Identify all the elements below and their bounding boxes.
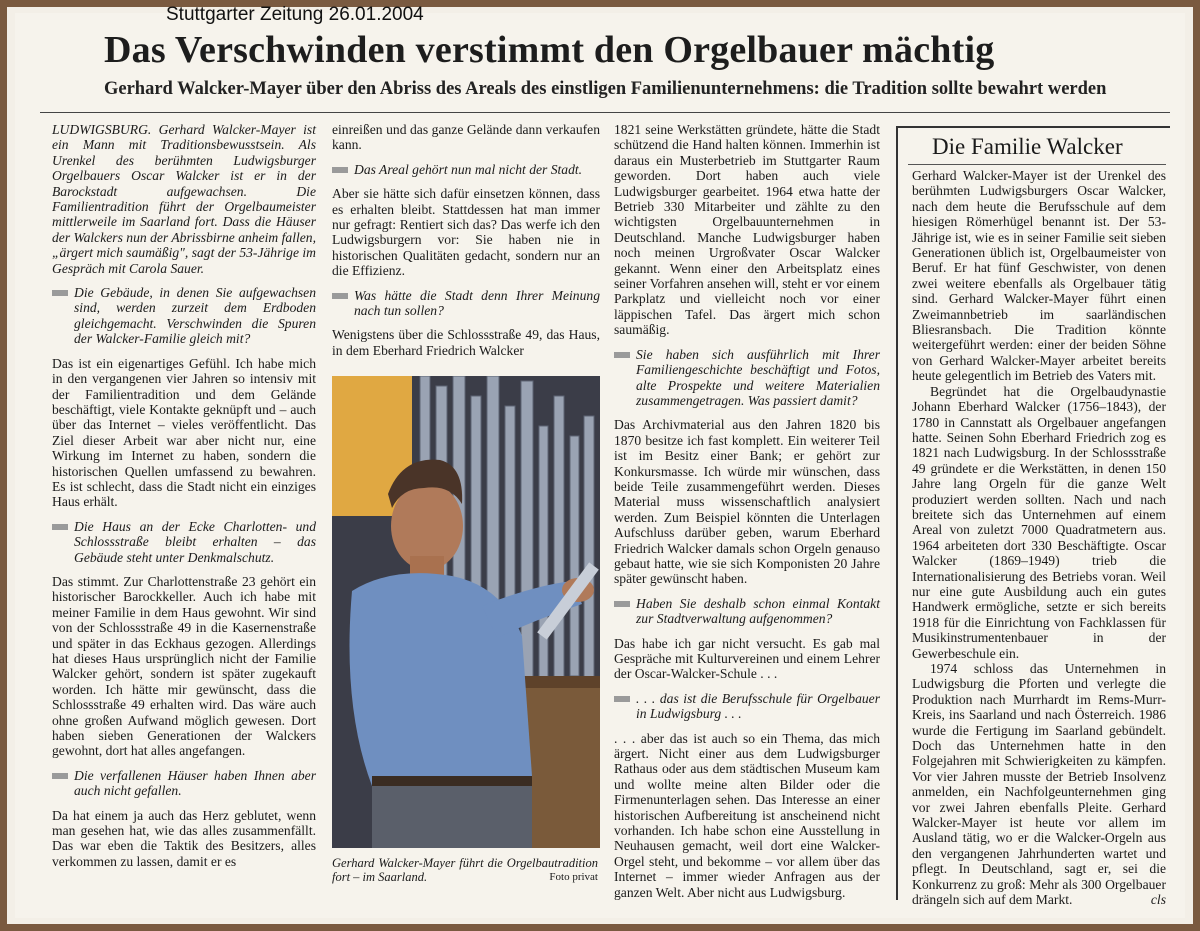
interview-answer: Wenigstens über die Schlossstraße 49, das Haus, in dem Eberhard Friedrich Walcker bbox=[332, 327, 600, 358]
sidebar-paragraph-text: 1974 schloss das Unternehmen in Ludwigsburg die Pforten und verlegte die Produktion nach Murrhardt im Rems-Murr-Kreis, ins Saarland und nach Österreich. 1986 wurde die Fertigung im Saarland gebündelt. Doch das Unternehmen hatte in den Folgejahren mit Schwierigkeiten zu kämpfen. Vor vier Jahren musste der Betrieb Insolvenz anmelden, ein Nachfolgeunternehmen ging vor zwei Jahren ebenfalls Pleite. Gerhard Walcker-Mayer ist heute vor allem im Ausland tätig, wo er die Walcker-Orgeln aus den vergangenen Jahrhunderten wartet und pflegt. In Deutschland, sagt er, sei die Konkurrenz zu groß: Mehr als 300 Orgelbauer drängeln sich auf dem Markt. bbox=[912, 661, 1166, 908]
article-column-1 bbox=[52, 122, 316, 878]
interview-question: Die Haus an der Ecke Charlotten- und Schlossstraße bleibt erhalten – das Gebäude steht unter Denkmalschutz. bbox=[52, 519, 316, 565]
organ-builder-photo bbox=[332, 376, 600, 848]
interview-question: Die Gebäude, in denen Sie aufgewachsen sind, werden zurzeit dem Erdboden gleichgemacht. Verschwinden die Spuren der Walcker-Familie gleich mit? bbox=[52, 285, 316, 347]
interview-answer: Das Archivmaterial aus den Jahren 1820 bis 1870 besitze ich fast komplett. Ein weiterer Teil ist im Besitz einer Bank; er gehört zur Konkursmasse. Ich würde mir wünschen, dass beide Teile zusammengeführt werden. Dieses Material muss wissenschaftlich analysiert werden. Zum Beispiel könnten die Unterlagen Aufschluss darüber geben, warum Eberhard Friedrich Walcker damals schon Orgeln genauso gebaut hatte, wie sie sich Komponisten 20 Jahre später gewünscht haben. bbox=[614, 417, 880, 587]
sidebar-paragraph: Gerhard Walcker-Mayer ist der Urenkel des berühmten Ludwigsburgers Oscar Walcker, nach dem heute die Berufsschule auf dem hiesigen Römerhügel benannt ist. Der 53-Jährige ist, wie es in seiner Familie seit sieben Generationen üblich ist, Orgelbaumeister von Beruf. Er hat fünf Geschwister, von denen zwei weitere ebenfalls als Orgelbauer tätig sind. Gerhard Walcker-Mayer führt einen Zweimannbetrieb im saarländischen Bliesransbach. Die Tradition könnte weitergeführt werden: einer der beiden Söhne von Gerhard Walcker-Mayer arbeitet bereits heute gelegentlich im Betrieb des Vaters mit. bbox=[912, 168, 1166, 384]
photo-credit: Foto privat bbox=[549, 871, 598, 883]
interview-question: Sie haben sich ausführlich mit Ihrer Familiengeschichte beschäftigt und Fotos, alte Prospekte und weitere Materialien zusammengetragen. Was passiert damit? bbox=[614, 347, 880, 409]
sidebar-paragraph: Begründet hat die Orgelbaudynastie Johann Eberhard Walcker (1756–1843), der 1780 in Cannstatt als Orgelbauer angefangen hatte. Seinen Sohn Eberhard Friedrich zog es 1821 nach Ludwigsburg. In der Schlossstraße 49 gründete er die Werkstätten, in denen 150 Jahre lang Orgeln für die ganze Welt produziert werden sollten. Nach und nach breitete sich das Unternehmen auf einem Areal von zuletzt 7000 Quadratmetern aus. 1964 arbeiteten dort 330 Beschäftigte. Oscar Walcker (1869–1949) trieb die Internationalisierung des Betriebs voran. Weil nur eine gute Ausbildung auch ein gutes Handwerk ermögliche, setzte er sich bereits 1918 für die Einrichtung von Fachklassen für Musikinstrumentenbauer in der Gewerbeschule ein. bbox=[912, 383, 1166, 661]
interview-answer: Das stimmt. Zur Charlottenstraße 23 gehört ein historischer Barockkeller. Auch ich habe mit meiner Familie in dem Haus gewohnt. Wir sind von der Schlossstraße 49 in die Kasernenstraße und später in das Eckhaus gezogen. Allerdings hat dieses Haus ursprünglich nicht der Familie Walcker gehört, sondern ist später zugekauft worden. Ich hätte mir gewünscht, dass die Schlossstraße 49 erhalten wird. Das wäre auch ohne großen Aufwand möglich gewesen. Dort haben sieben Generationen der Walckers gewohnt, dort hat alles angefangen. bbox=[52, 573, 316, 759]
interview-answer: einreißen und das ganze Gelände dann verkaufen kann. bbox=[332, 122, 600, 153]
headline: Das Verschwinden verstimmt den Orgelbauer mächtig bbox=[104, 29, 995, 71]
sidebar-body bbox=[912, 168, 1166, 908]
sidebar-title: Die Familie Walcker bbox=[932, 134, 1123, 159]
interview-question: Das Areal gehört nun mal nicht der Stadt. bbox=[332, 162, 600, 177]
header-rule bbox=[40, 112, 1170, 113]
subheadline: Gerhard Walcker-Mayer über den Abriss des Areals des einstligen Familienunternehmens: die Tradition sollte bewahrt werden bbox=[104, 79, 1107, 99]
interview-answer: . . . aber das ist auch so ein Thema, das mich ärgert. Nicht einer aus dem Ludwigsburger Rathaus oder aus dem städtischen Museum kam und wollte meine alten Bilder oder die Firmenunterlagen sehen. Das Interesse an einer historischen Aufbereitung ist anscheinend nicht vorhanden. Ich habe schon eine Ausstellung in Neuhausen gemacht, weil dort eine Walcker-Orgel steht, und bekomme – vor allem über das Internet – immer wieder Anfragen aus der ganzen Welt. Aber nicht aus Ludwigsburg. bbox=[614, 730, 880, 900]
photo-caption bbox=[332, 856, 598, 884]
article-column-2 bbox=[332, 122, 600, 367]
interview-question: Was hätte die Stadt denn Ihrer Meinung nach tun sollen? bbox=[332, 288, 600, 319]
interview-answer: Das habe ich gar nicht versucht. Es gab mal Gespräche mit Kulturvereinen und einem Lehrer der Oscar-Walcker-Schule . . . bbox=[614, 635, 880, 682]
interview-answer: 1821 seine Werkstätten gründete, hätte die Stadt schützend die Hand halten können. Immerhin ist daraus ein Musterbetrieb im Stuttgarter Raum geworden. Dort haben auch viele Ludwigsburger gearbeitet. 1964 etwa hatte der Betrieb 330 Mitarbeiter und zählte zu den wichtigsten Orgelbauunternehmen in Deutschland. Manche Ludwigsburger haben noch meinen Urgroßvater Oscar Walcker gekannt. Wenn einer den Arbeitsplatz eines seiner Vorfahren ansehen will, steht er vor einem Parkplatz und vielleicht noch vor einer läppischen Tafel. Das ärgert mich schon saumäßig. bbox=[614, 122, 880, 338]
interview-answer: Aber sie hätte sich dafür einsetzen können, dass es erhalten bleibt. Stattdessen hat man immer nur gefragt: Rentiert sich das? Das werfe ich den Ludwigsburgern vor: Sie haben nie in historischen Qualitäten gedacht, sondern nur an die Effizienz. bbox=[332, 186, 600, 279]
interview-answer: Da hat einem ja auch das Herz geblutet, wenn man gesehen hat, wie das alles zusammenfällt. Das war eben die Taktik des Besitzers, alles verkommen zu lassen, damit er es bbox=[52, 807, 316, 869]
article-column-3 bbox=[614, 122, 880, 909]
sidebar-box bbox=[896, 126, 1170, 908]
author-signature: cls bbox=[1150, 892, 1166, 908]
sidebar-rule bbox=[908, 164, 1166, 165]
sidebar-paragraph bbox=[912, 661, 1166, 908]
interview-question: Die verfallenen Häuser haben Ihnen aber auch nicht gefallen. bbox=[52, 768, 316, 799]
interview-answer: Das ist ein eigenartiges Gefühl. Ich habe mich in den vergangenen vier Jahren so intensiv mit der Familientradition und dem Gelände beschäftigt, viele Kontakte geknüpft und – auch über das Internet – vieles veröffentlicht. Das Ziel dieser Arbeit war aber nicht nur, eine Wirkung im Internet zu haben, sondern die historischen Quellen umfassend zu bewahren. Es ist schlecht, dass die Stadt nicht ein einziges Haus erhält. bbox=[52, 355, 316, 510]
caption-text: Gerhard Walcker-Mayer führt die Orgelbautradition fort – im Saarland. bbox=[332, 856, 598, 884]
interview-question: Haben Sie deshalb schon einmal Kontakt zur Stadtverwaltung aufgenommen? bbox=[614, 596, 880, 627]
source-line: Stuttgarter Zeitung 26.01.2004 bbox=[166, 4, 424, 25]
interview-question: . . . das ist die Berufsschule für Orgelbauer in Ludwigsburg . . . bbox=[614, 691, 880, 722]
article-intro: LUDWIGSBURG. Gerhard Walcker-Mayer ist ein Mann mit Traditionsbewusstsein. Als Urenkel des berühmten Ludwigsburger Orgelbauers Oscar Walcker ist er in der Barockstadt aufgewachsen. Die Familientradition führt der Orgelbaumeister mittlerweile im Saarland fort. Dass die Häuser der Walckers nun der Abrissbirne anheim fallen, „ärgert mich saumäßig", sagt der 53-Jährige im Gespräch mit Carola Sauer. bbox=[52, 122, 316, 276]
